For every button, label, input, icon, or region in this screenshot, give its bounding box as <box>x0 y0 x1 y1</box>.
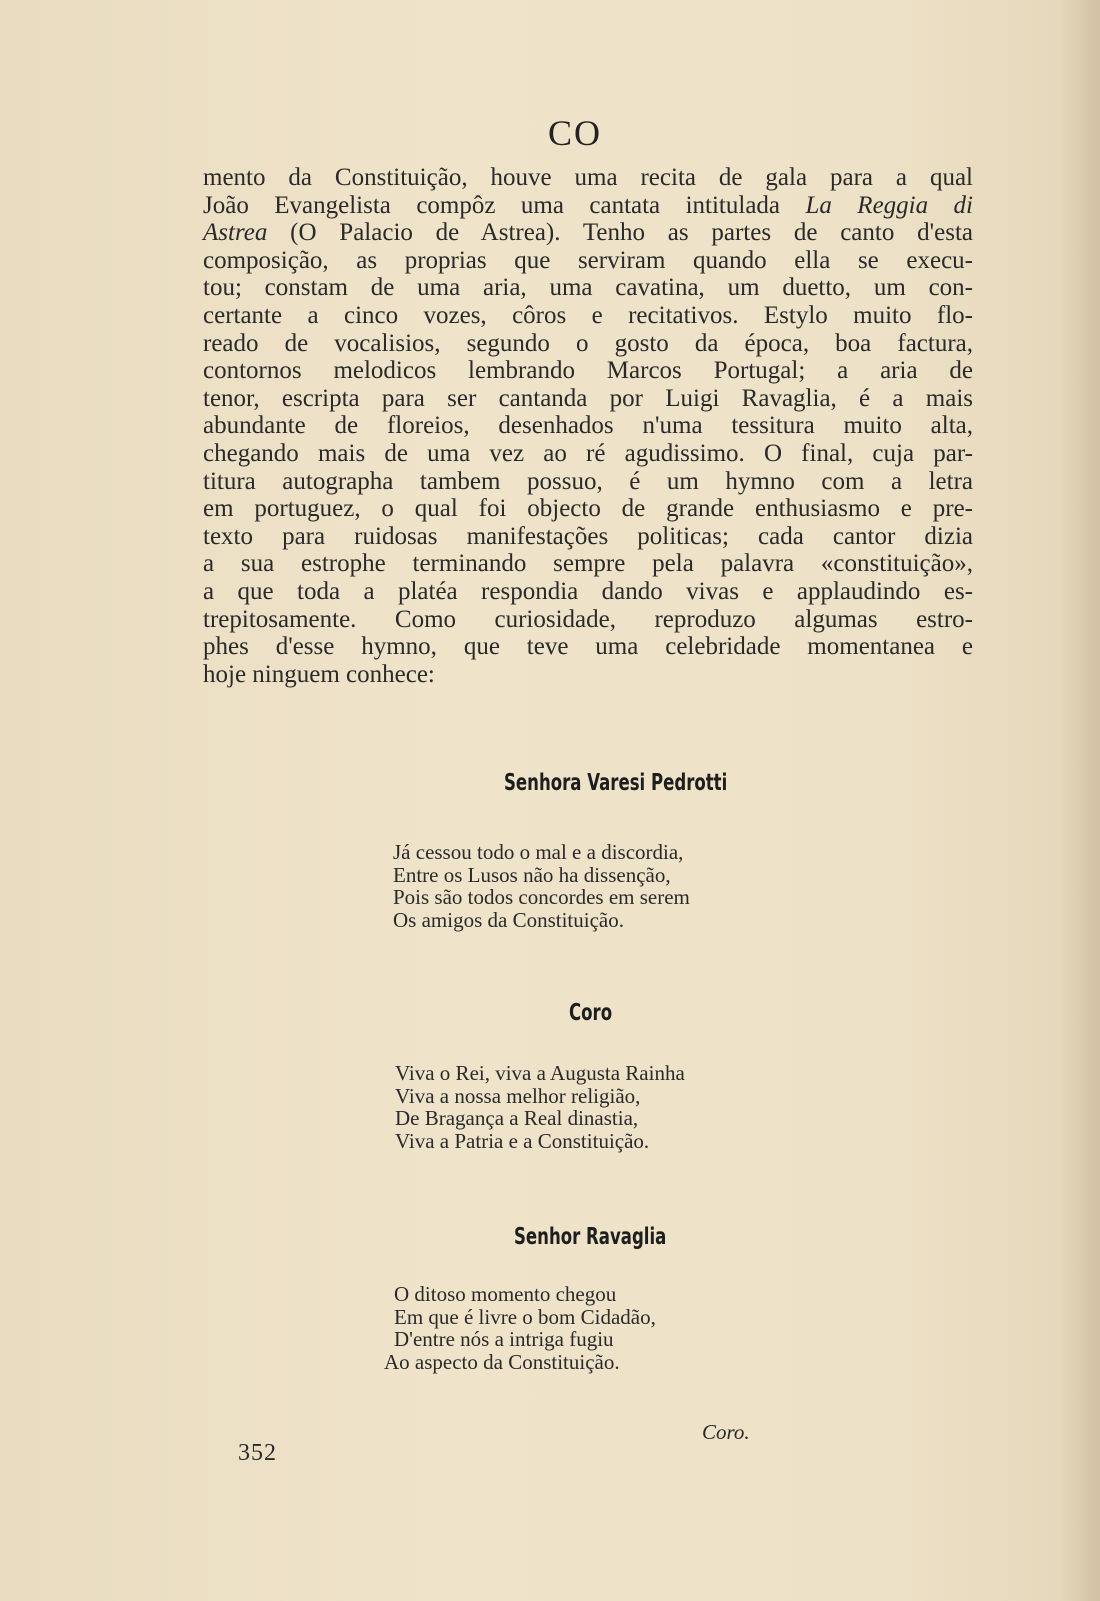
verse-line: Em que é livre o bom Cidadão, <box>394 1304 656 1329</box>
text-line: composição, as proprias que serviram quando ella se execu- <box>203 246 973 274</box>
verse-line: O ditoso momento chegou <box>394 1282 617 1306</box>
text-line: trepitosamente. Como curiosidade, reproduzo algumas estro- <box>203 605 973 633</box>
text-line: tenor, escripta para ser cantanda por Luigi Ravaglia, é a mais <box>203 384 973 412</box>
text-line: titura autographa tambem possuo, é um hymno com a letra <box>203 467 973 495</box>
verse-line: D'entre nós a intriga fugiu <box>394 1327 614 1351</box>
italic-title-cont: Astrea <box>203 219 268 247</box>
verse-line: Pois são todos concordes em serem <box>393 885 690 909</box>
text-line: tou; constam de uma aria, uma cavatina, um duetto, um con- <box>203 274 973 302</box>
text-line: contornos melodicos lembrando Marcos Portugal; a aria de <box>203 357 973 385</box>
verse-line: Entre os Lusos não ha dissenção, <box>393 862 671 887</box>
verse-block <box>393 841 690 931</box>
text-line: phes d'esse hymno, que teve uma celebridade momentanea e <box>203 633 973 661</box>
text-line: Astrea (O Palacio de Astrea). Tenho as partes de canto d'esta <box>203 219 974 247</box>
text-line: a que toda a platéa respondia dando vivas e applaudindo es- <box>203 577 973 605</box>
text-line: reado de vocalisios, segundo o gosto da época, boa factura, <box>203 329 973 357</box>
verse-line: Já cessou todo o mal e a discordia, <box>393 840 684 864</box>
text-line: mento da Constituição, houve uma recita de gala para a qual <box>203 164 973 191</box>
verse-line: Os amigos da Constituição. <box>393 907 624 932</box>
text-line: texto para ruidosas manifestações politicas; cada cantor dizia <box>203 522 973 550</box>
header-ornament: CO <box>548 113 603 153</box>
text-line: certante a cinco vozes, côros e recitativos. Estylo muito flo- <box>203 301 973 329</box>
verse-line: Viva o Rei, viva a Augusta Rainha <box>395 1061 685 1085</box>
section-heading: Coro <box>569 1000 613 1026</box>
verse-block <box>395 1062 685 1152</box>
body-paragraph <box>203 164 973 688</box>
text-line: a sua estrophe terminando sempre pela palavra «constituição», <box>203 550 973 578</box>
text-line: abundante de floreios, desenhados n'uma tessitura muito alta, <box>203 412 973 440</box>
section-heading: Senhor Ravaglia <box>514 1224 667 1250</box>
text-line: hoje ninguem conhece: <box>203 660 435 688</box>
text-line: em portuguez, o qual foi objecto de grande enthusiasmo e pre- <box>203 495 973 523</box>
verse-line: Ao aspecto da Constituição. <box>384 1349 620 1374</box>
verse-line: Viva a Patria e a Constituição. <box>395 1128 650 1153</box>
page-number: 352 <box>238 1440 277 1466</box>
text-line: João Evangelista compôz uma cantata intitulada La Reggia di <box>203 191 973 219</box>
italic-title: La Reggia di <box>805 191 973 219</box>
text-line: chegando mais de uma vez ao ré agudissimo. O final, cuja par- <box>203 439 973 467</box>
page-gutter-shadow <box>1060 0 1100 1601</box>
coro-note: Coro. <box>702 1420 750 1444</box>
verse-block <box>384 1283 656 1373</box>
verse-line: Viva a nossa melhor religião, <box>395 1083 641 1108</box>
section-heading: Senhora Varesi Pedrotti <box>504 770 728 796</box>
verse-line: De Bragança a Real dinastia, <box>395 1106 639 1130</box>
